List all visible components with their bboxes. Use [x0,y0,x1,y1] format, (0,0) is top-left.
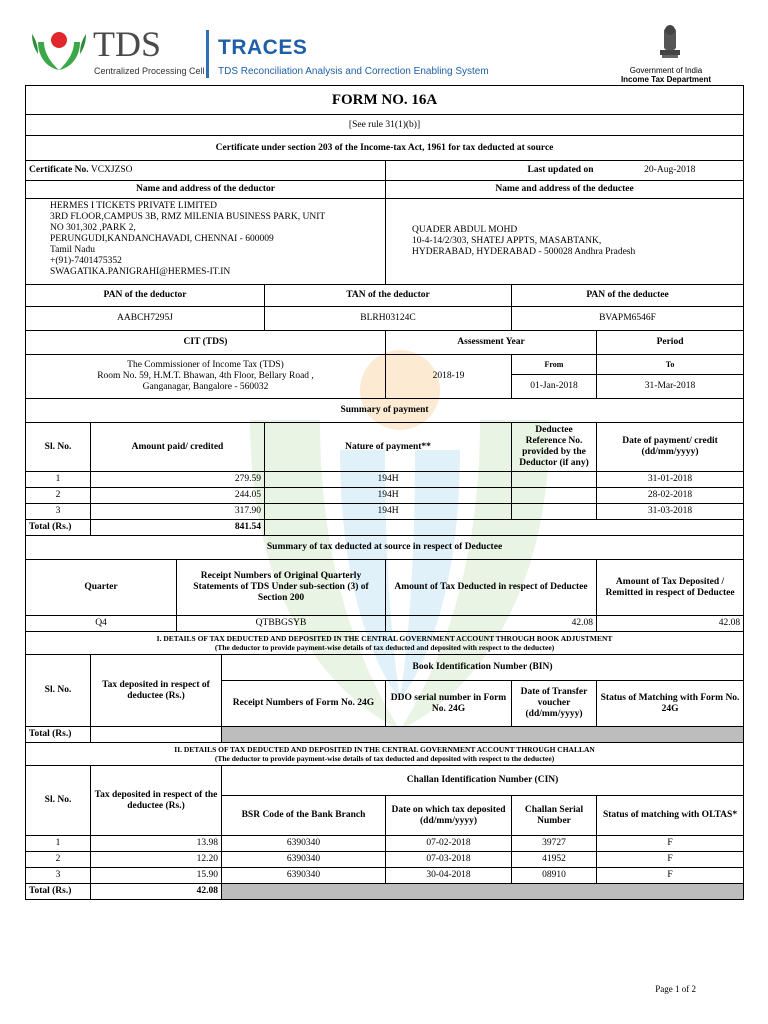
book-total-shaded [222,727,744,743]
assessment-year-value: 2018-19 [386,355,512,399]
bin-heading: Book Identification Number (BIN) [222,655,744,681]
form-title: FORM NO. 16A [26,86,744,115]
challan-status: F [597,868,744,884]
certificate-label: Certificate No. [29,165,89,175]
book-adjustment-title: I. DETAILS OF TAX DEDUCTED AND DEPOSITED IN THE CENTRAL GOVERNMENT ACCOUNT THROUGH BOOK ADJUSTMENT [156,634,613,643]
book-total-value [91,727,222,743]
payment-amount: 317.90 [91,504,265,520]
national-emblem-icon [653,24,687,62]
deductor-address [26,199,386,285]
deductor-line: SWAGATIKA.PANIGRAHI@HERMES-IT.IN [50,267,231,277]
challan-header-sl: Sl. No. [26,766,91,836]
challan-tax: 12.20 [91,852,222,868]
period-to-value: 31-Mar-2018 [597,375,744,399]
header-divider [206,30,209,78]
challan-row [26,868,744,884]
pan-deductor-label: PAN of the deductor [26,285,265,307]
tds-logo-text: TDS [93,24,162,64]
book-header-tax: Tax deposited in respect of deductee (Rs.) [91,655,222,727]
deductee-line: HYDERABAD, HYDERABAD - 500028 Andhra Pradesh [412,247,636,257]
book-adjustment-subtitle: (The deductor to provide payment-wise details of tax deducted and deposited with respect to the deductee) [214,643,555,652]
payment-date: 31-01-2018 [597,472,744,488]
tan-deductor-value: BLRH03124C [265,307,512,331]
tax-header-quarter: Quarter [26,560,177,616]
payment-header-amount: Amount paid/ credited [91,423,265,472]
period-from-value: 01-Jan-2018 [512,375,597,399]
pan-deductee-value: BVAPM6546F [512,307,744,331]
challan-total-shaded [222,884,744,900]
cit-label: CIT (TDS) [26,331,386,355]
tax-receipt: QTBBGSYB [177,616,386,632]
challan-status: F [597,852,744,868]
challan-tax: 15.90 [91,868,222,884]
challan-title: II. DETAILS OF TAX DEDUCTED AND DEPOSITED IN THE CENTRAL GOVERNMENT ACCOUNT THROUGH CHALLAN [174,745,595,754]
period-label: Period [597,331,744,355]
certificate-cell [26,161,386,181]
deductee-address [386,199,744,285]
payment-nature: 194H [265,504,512,520]
summary-payment-heading: Summary of payment [26,399,744,423]
deductor-line: PERUNGUDI,KANDANCHAVADI, CHENNAI - 600009 [50,234,274,244]
assessment-year-label: Assessment Year [386,331,597,355]
book-header-ddo: DDO serial number in Form No. 24G [386,681,512,727]
page-header [0,0,768,88]
book-header-receipt: Receipt Numbers of Form No. 24G [222,681,386,727]
challan-sl: 1 [26,836,91,852]
challan-bsr: 6390340 [222,852,386,868]
tax-deducted: 42.08 [386,616,597,632]
cit-line: The Commissioner of Income Tax (TDS) [127,360,284,370]
challan-serial: 08910 [512,868,597,884]
from-label: From [512,355,597,375]
tax-quarter: Q4 [26,616,177,632]
summary-tax-heading: Summary of tax deducted at source in respect of Deductee [26,536,744,560]
challan-subtitle: (The deductor to provide payment-wise details of tax deducted and deposited with respect to the deductee) [214,754,555,763]
payment-reference [512,472,597,488]
payment-row [26,504,744,520]
to-label: To [597,355,744,375]
deductor-line: +(91)-7401475352 [50,256,122,266]
payment-header-nature: Nature of payment** [265,423,512,472]
payment-date: 31-03-2018 [597,504,744,520]
payment-nature: 194H [265,488,512,504]
challan-header-serial: Challan Serial Number [512,796,597,836]
payment-header-sl: Sl. No. [26,423,91,472]
book-header-date: Date of Transfer voucher (dd/mm/yyyy) [512,681,597,727]
tax-row [26,616,744,632]
deductee-heading: Name and address of the deductee [386,181,744,199]
challan-bsr: 6390340 [222,836,386,852]
cit-line: Room No. 59, H.M.T. Bhawan, 4th Floor, Bellary Road , [97,371,314,381]
deductee-line: 10-4-14/2/303, SHATEJ APPTS, MASABTANK, [412,236,602,246]
payment-sl: 3 [26,504,91,520]
tax-header-deposited: Amount of Tax Deposited / Remitted in respect of Deductee [597,560,744,616]
certificate-number: VCXJZSO [90,165,133,175]
payment-reference [512,488,597,504]
last-updated-value: 20-Aug-2018 [597,161,744,181]
payment-date: 28-02-2018 [597,488,744,504]
challan-total-value: 42.08 [91,884,222,900]
payments-total-empty [265,520,744,536]
challan-header-status: Status of matching with OLTAS* [597,796,744,836]
book-adjustment-heading [26,632,744,655]
challan-heading [26,743,744,766]
payment-row [26,488,744,504]
tax-header-deducted: Amount of Tax Deducted in respect of Deductee [386,560,597,616]
deductor-heading: Name and address of the deductor [26,181,386,199]
cit-address [26,355,386,399]
tax-header-receipt: Receipt Numbers of Original Quarterly Statements of TDS Under sub-section (3) of Section 200 [177,560,386,616]
tan-deductor-label: TAN of the deductor [265,285,512,307]
payment-header-reference: Deductee Reference No. provided by the Deductor (if any) [512,423,597,472]
challan-total-label: Total (Rs.) [26,884,91,900]
tds-subtitle: Centralized Processing Cell [94,66,205,76]
payment-amount: 244.05 [91,488,265,504]
challan-date: 07-03-2018 [386,852,512,868]
challan-header-date: Date on which tax deposited (dd/mm/yyyy) [386,796,512,836]
payment-row [26,472,744,488]
challan-tax: 13.98 [91,836,222,852]
challan-serial: 41952 [512,852,597,868]
challan-date: 30-04-2018 [386,868,512,884]
book-header-sl: Sl. No. [26,655,91,727]
challan-status: F [597,836,744,852]
deductor-line: HERMES I TICKETS PRIVATE LIMITED [50,201,217,211]
pan-deductee-label: PAN of the deductee [512,285,744,307]
payment-amount: 279.59 [91,472,265,488]
challan-serial: 39727 [512,836,597,852]
form-16a [25,85,743,900]
tax-deposited: 42.08 [597,616,744,632]
gov-line-1: Government of India [629,66,703,75]
pan-deductor-value: AABCH7295J [26,307,265,331]
challan-sl: 3 [26,868,91,884]
form-rule: [See rule 31(1)(b)] [26,115,744,136]
deductor-line: NO 301,302 ,PARK 2, [50,223,136,233]
payment-sl: 2 [26,488,91,504]
payment-reference [512,504,597,520]
tds-logo-icon [30,28,88,72]
challan-header-bsr: BSR Code of the Bank Branch [222,796,386,836]
book-header-status: Status of Matching with Form No. 24G [597,681,744,727]
cin-heading: Challan Identification Number (CIN) [222,766,744,796]
traces-title: TRACES [218,36,308,59]
challan-header-tax: Tax deposited in respect of the deductee (Rs.) [91,766,222,836]
cit-line: Ganganagar, Bangalore - 560032 [142,382,269,392]
payment-header-date: Date of payment/ credit (dd/mm/yyyy) [597,423,744,472]
deductor-line: Tamil Nadu [50,245,95,255]
traces-subtitle: TDS Reconciliation Analysis and Correction Enabling System [218,66,489,77]
book-total-label: Total (Rs.) [26,727,91,743]
deductor-line: 3RD FLOOR,CAMPUS 3B, RMZ MILENIA BUSINESS PARK, UNIT [50,212,326,222]
challan-date: 07-02-2018 [386,836,512,852]
challan-sl: 2 [26,852,91,868]
form-table [25,85,744,900]
payments-total-value: 841.54 [91,520,265,536]
page-number: Page 1 of 2 [655,984,696,994]
last-updated-label: Last updated on [386,161,597,181]
challan-row [26,852,744,868]
payments-total-label: Total (Rs.) [26,520,91,536]
payment-nature: 194H [265,472,512,488]
government-label [606,66,726,84]
gov-line-2: Income Tax Department [620,75,712,84]
challan-row [26,836,744,852]
deductee-line: QUADER ABDUL MOHD [412,225,518,235]
challan-bsr: 6390340 [222,868,386,884]
certificate-heading: Certificate under section 203 of the Income-tax Act, 1961 for tax deducted at source [26,136,744,161]
payment-sl: 1 [26,472,91,488]
